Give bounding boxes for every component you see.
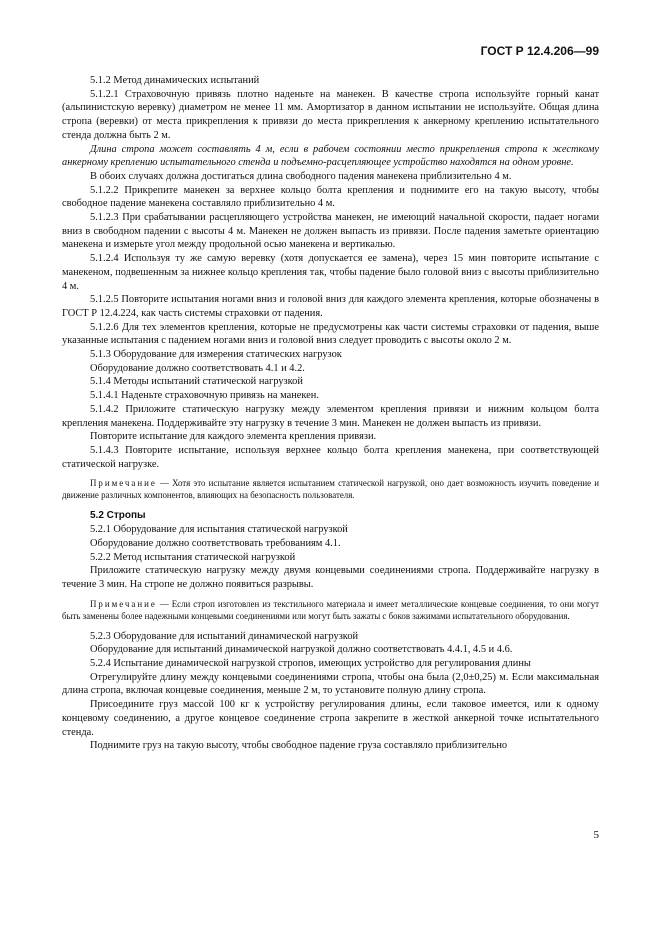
- note: [62, 598, 599, 622]
- note-text: — Хотя это испытание является испытанием статической нагрузкой, оно дает возможность изучить поведение и движение различных компонентов, влияющих на безопасность пользователя.: [62, 478, 600, 501]
- paragraph: Приложите статическую нагрузку между двумя концевыми соединениями стропа. Поддерживайте нагрузку в течение 3 мин. На стропе не должно появиться разрывы.: [62, 565, 599, 590]
- paragraph: Длина стропа может составлять 4 м, если в рабочем состоянии место прикрепления стропа к жесткому анкерному креплению испытательного стенда и подъемно-расцепляющее устройство находятся на одном уровне.: [62, 143, 599, 169]
- paragraph: Повторите испытание для каждого элемента крепления привязи.: [90, 431, 377, 443]
- paragraph: Оборудование для испытаний динамической нагрузкой должно соответствовать 4.4.1, 4.5 и 4.6.: [90, 644, 513, 656]
- paragraph: 5.2.3 Оборудование для испытаний динамической нагрузкой: [90, 630, 359, 642]
- paragraph: 5.1.2.5 Повторите испытания ногами вниз и головой вниз для каждого элемента крепления, которые обозначены в ГОСТ Р 12.4.224, как часть системы страховки от падения.: [62, 294, 599, 319]
- paragraph: 5.1.4.2 Приложите статическую нагрузку между элементом крепления привязи и нижним кольцом болта крепления манекена. Поддерживайте эту нагрузку в течение 3 мин. Манекен не должен выпасть из привязи.: [62, 403, 599, 429]
- paragraph: 5.2.4 Испытание динамической нагрузкой стропов, имеющих устройство для регулирования длины: [90, 658, 531, 670]
- note: [62, 477, 599, 501]
- paragraph: 5.2.2 Метод испытания статической нагрузкой: [90, 551, 296, 563]
- paragraph: 5.1.2.1 Страховочную привязь плотно наденьте на манекен. В качестве стропа используйте горный канат (альпинистскую веревку) диаметром не менее 11 мм. Амортизатор в данном испытании не используйте. Общая длина стропа (веревки) от места прикрепления к привязи до места прикрепления к анкерному креплению испытательного стенда должна быть 2 м.: [62, 88, 599, 141]
- page-body: [62, 74, 599, 753]
- note-text: — Если строп изготовлен из текстильного материала и имеет металлические концевые соединения, то они могут быть заменены более надежными концевыми соединениями или могут быть зажаты с боков зажимами испытательного оборудования.: [62, 598, 600, 621]
- paragraph: 5.1.2.3 При срабатывании расцепляющего устройства манекен, не имеющий начальной скорости, падает ногами вниз в свободном падении с высоты 4 м. Манекен не должен выпасть из привязи. После падения заметьте ориентацию манекена и измерьте угол между продольной осью манекена и вертикалью.: [62, 212, 599, 251]
- document-header: ГОСТ Р 12.4.206—99: [480, 44, 599, 58]
- paragraph: Поднимите груз на такую высоту, чтобы свободное падение груза составляло приблизительно: [90, 740, 508, 752]
- page-number: 5: [593, 829, 599, 841]
- paragraph: 5.1.4 Методы испытаний статической нагрузкой: [90, 376, 303, 388]
- paragraph: 5.1.3 Оборудование для измерения статических нагрузок: [90, 349, 342, 361]
- paragraph: 5.2.1 Оборудование для испытания статической нагрузкой: [90, 524, 348, 536]
- paragraph: 5.1.2.4 Используя ту же самую веревку (хотя допускается ее замена), через 15 мин повторите испытание с манекеном, подвешенным за нижнее кольцо крепления так, чтобы падение было головой вниз с высоты приблизительно 4 м.: [62, 253, 599, 292]
- paragraph: 5.1.2.2 Прикрепите манекен за верхнее кольцо болта крепления и поднимите его на такую высоту, чтобы свободное падение манекена составляло приблизительно 4 м.: [62, 184, 599, 210]
- paragraph: В обоих случаях должна достигаться длина свободного падения манекена приблизительно 4 м.: [90, 170, 512, 182]
- paragraph: 5.1.2.6 Для тех элементов крепления, которые не предусмотрены как части системы страховки от падения, выше указанные испытания с падением ногами вниз и головой вниз следует проводить с высоты около 2 м.: [62, 321, 599, 347]
- section-heading: 5.2 Стропы: [90, 510, 146, 522]
- paragraph: 5.1.4.1 Наденьте страховочную привязь на манекен.: [90, 390, 319, 402]
- paragraph: 5.1.4.3 Повторите испытание, используя верхнее кольцо болта крепления манекена, при соответствующей статической нагрузке.: [62, 444, 599, 470]
- paragraph: Оборудование должно соответствовать 4.1 и 4.2.: [90, 362, 305, 374]
- note-label: Примечание: [90, 478, 157, 489]
- paragraph: Оборудование должно соответствовать требованиям 4.1.: [90, 537, 341, 549]
- paragraph: 5.1.2 Метод динамических испытаний: [90, 75, 260, 86]
- note-label: Примечание: [90, 598, 157, 609]
- paragraph: Присоедините груз массой 100 кг к устройству регулирования длины, если таковое имеется, или к одному концевому соединению, а другое концевое соединение стропа закрепите в жесткой анкерной точке испытательного стенда.: [62, 699, 599, 738]
- paragraph: Отрегулируйте длину между концевыми соединениями стропа, чтобы она была (2,0±0,25) м. Если максимальная длина стропа, включая концевые соединения, меньше 2 м, то установите полную длину стропа.: [62, 671, 599, 697]
